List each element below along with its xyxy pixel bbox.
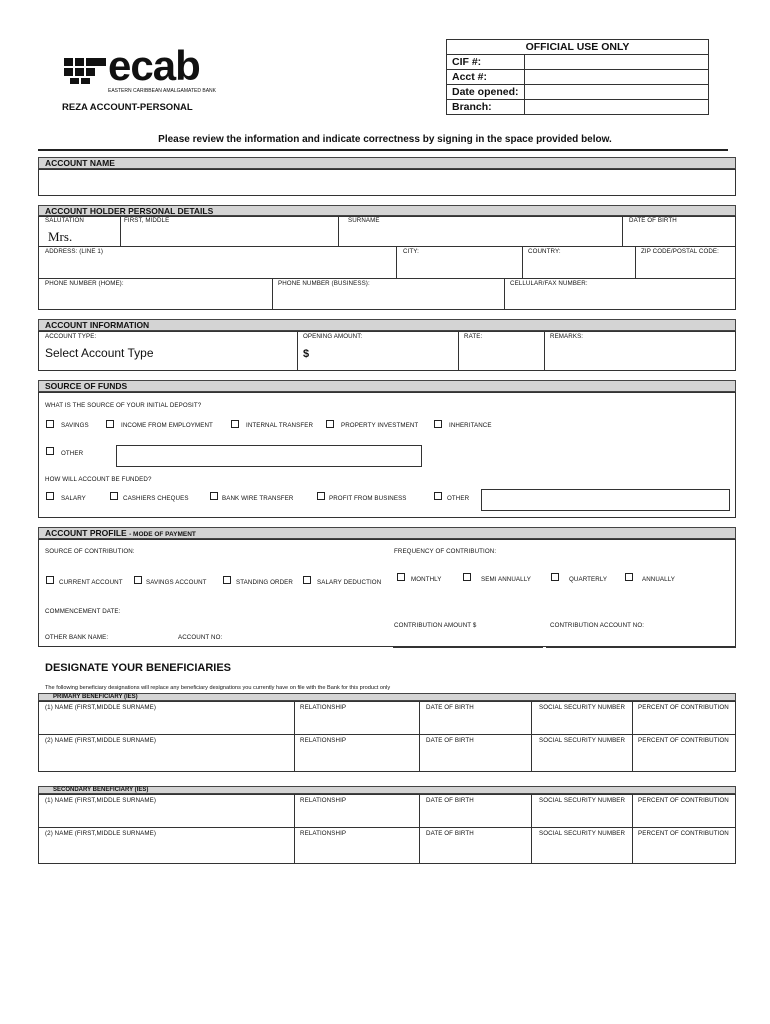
account-name-field[interactable] (38, 169, 736, 196)
phone-home-label: PHONE NUMBER (HOME): (45, 280, 124, 287)
property-investment-checkbox[interactable] (326, 420, 334, 428)
secondary-row1-percent-label: PERCENT OF CONTRIBUTION (638, 797, 729, 804)
divider (546, 647, 736, 648)
beneficiaries-note: The following beneficiary designations will replace any beneficiary designations you currently have on file with the Bank for this product only (45, 685, 391, 691)
internal-transfer-checkbox[interactable] (231, 420, 239, 428)
standing-order-checkbox[interactable] (223, 576, 231, 584)
account-profile-block (38, 539, 736, 647)
salutation-value[interactable]: Mrs. (48, 229, 73, 244)
monthly-checkbox[interactable] (397, 573, 405, 581)
bank-logo (62, 42, 232, 98)
primary-row1-dob-label: DATE OF BIRTH (426, 704, 474, 711)
other-funding-label: OTHER (447, 495, 470, 502)
other-deposit-input[interactable] (116, 445, 422, 467)
property-investment-label: PROPERTY INVESTMENT (341, 422, 419, 429)
logo-tagline: EASTERN CARIBBEAN AMALGAMATED BANK (108, 88, 216, 94)
salary-label: SALARY (61, 495, 86, 502)
secondary-row1-ssn-label: SOCIAL SECURITY NUMBER (539, 797, 626, 804)
branch-label: Branch: (447, 100, 525, 115)
cellular-label: CELLULAR/FAX NUMBER: (510, 280, 588, 287)
zip-label: ZIP CODE/POSTAL CODE: (641, 248, 719, 255)
account-name-header: ACCOUNT NAME (38, 157, 736, 169)
other-deposit-label: OTHER (61, 450, 84, 457)
commencement-date-label: COMMENCEMENT DATE: (45, 608, 121, 615)
opening-amount-value[interactable]: $ (303, 348, 310, 360)
frequency-contribution-label: FREQUENCY OF CONTRIBUTION: (394, 548, 497, 555)
phone-business-label: PHONE NUMBER (BUSINESS): (278, 280, 370, 287)
inheritance-label: INHERITANCE (449, 422, 492, 429)
secondary-row2-ssn-label: SOCIAL SECURITY NUMBER (539, 830, 626, 837)
primary-row2-name-label: (2) NAME (FIRST,MIDDLE SURNAME) (45, 737, 157, 744)
opening-amount-label: OPENING AMOUNT: (303, 333, 363, 340)
dob-label: DATE OF BIRTH (629, 217, 677, 224)
source-funds-header: SOURCE OF FUNDS (38, 380, 736, 392)
divider (419, 701, 420, 772)
quarterly-checkbox[interactable] (551, 573, 559, 581)
primary-row2-dob-label: DATE OF BIRTH (426, 737, 474, 744)
salutation-label: SALUTATION (45, 217, 84, 224)
income-employment-checkbox[interactable] (106, 420, 114, 428)
internal-transfer-label: INTERNAL TRANSFER (246, 422, 314, 429)
divider (294, 701, 295, 772)
inheritance-checkbox[interactable] (434, 420, 442, 428)
official-use-title: OFFICIAL USE ONLY (447, 40, 709, 55)
divider (632, 701, 633, 772)
cashiers-cheques-label: CASHIERS CHEQUES (123, 495, 189, 502)
divider (393, 647, 543, 648)
divider (396, 246, 397, 278)
surname-label: SURNAME (348, 217, 380, 224)
account-info-header: ACCOUNT INFORMATION (38, 319, 736, 331)
primary-row2-relationship-label: RELATIONSHIP (300, 737, 347, 744)
secondary-row1-dob-label: DATE OF BIRTH (426, 797, 474, 804)
city-label: CITY: (403, 248, 419, 255)
primary-row1-percent-label: PERCENT OF CONTRIBUTION (638, 704, 729, 711)
annually-checkbox[interactable] (625, 573, 633, 581)
divider (622, 216, 623, 246)
date-opened-label: Date opened: (447, 85, 525, 100)
profit-business-checkbox[interactable] (317, 492, 325, 500)
country-label: COUNTRY: (528, 248, 561, 255)
address-label: ADDRESS: (LINE 1) (45, 248, 104, 255)
savings-option-label: SAVINGS (61, 422, 89, 429)
divider (38, 278, 736, 279)
cif-label: CIF #: (447, 55, 525, 70)
official-use-table (446, 39, 709, 115)
secondary-row2-percent-label: PERCENT OF CONTRIBUTION (638, 830, 729, 837)
primary-row2-ssn-label: SOCIAL SECURITY NUMBER (539, 737, 626, 744)
branch-field[interactable] (525, 100, 709, 115)
savings-checkbox[interactable] (46, 420, 54, 428)
other-deposit-checkbox[interactable] (46, 447, 54, 455)
account-type-select[interactable]: Select Account Type (45, 346, 154, 360)
primary-beneficiary-header: PRIMARY BENEFICIARY (IES) (38, 693, 736, 701)
standing-order-label: STANDING ORDER (236, 579, 293, 586)
bank-wire-checkbox[interactable] (210, 492, 218, 500)
divider (120, 216, 121, 246)
semi-annually-checkbox[interactable] (463, 573, 471, 581)
monthly-label: MONTHLY (411, 576, 442, 583)
other-funding-checkbox[interactable] (434, 492, 442, 500)
quarterly-label: QUARTERLY (569, 576, 608, 583)
secondary-row2-name-label: (2) NAME (FIRST,MIDDLE SURNAME) (45, 830, 157, 837)
instruction-text: Please review the information and indicate correctness by signing in the space provided below. (158, 134, 612, 145)
current-account-label: CURRENT ACCOUNT (59, 579, 123, 586)
other-bank-name-label: OTHER BANK NAME: (45, 634, 109, 641)
secondary-row1-name-label: (1) NAME (FIRST,MIDDLE SURNAME) (45, 797, 157, 804)
primary-row1-name-label: (1) NAME (FIRST,MIDDLE SURNAME) (45, 704, 157, 711)
funding-question: HOW WILL ACCOUNT BE FUNDED? (45, 476, 152, 483)
logo-wordmark: ecab (108, 42, 200, 89)
cif-field[interactable] (525, 55, 709, 70)
deposit-question: WHAT IS THE SOURCE OF YOUR INITIAL DEPOSIT? (45, 402, 202, 409)
primary-row2-percent-label: PERCENT OF CONTRIBUTION (638, 737, 729, 744)
current-account-checkbox[interactable] (46, 576, 54, 584)
secondary-row2-dob-label: DATE OF BIRTH (426, 830, 474, 837)
salary-deduction-label: SALARY DEDUCTION (317, 579, 382, 586)
divider (38, 246, 736, 247)
salary-checkbox[interactable] (46, 492, 54, 500)
form-title: REZA ACCOUNT-PERSONAL (62, 102, 193, 113)
divider (338, 216, 339, 246)
account-no-label: ACCOUNT NO: (178, 634, 223, 641)
savings-account-checkbox[interactable] (134, 576, 142, 584)
primary-row1-ssn-label: SOCIAL SECURITY NUMBER (539, 704, 626, 711)
divider (531, 701, 532, 772)
divider (632, 794, 633, 864)
date-opened-field[interactable] (525, 85, 709, 100)
divider (297, 331, 298, 371)
divider (522, 246, 523, 278)
divider (504, 278, 505, 310)
divider (635, 246, 636, 278)
annually-label: ANNUALLY (642, 576, 676, 583)
profit-business-label: PROFIT FROM BUSINESS (329, 495, 407, 502)
divider (272, 278, 273, 310)
contribution-amount-label: CONTRIBUTION AMOUNT $ (394, 622, 477, 629)
divider (294, 794, 295, 864)
secondary-row1-relationship-label: RELATIONSHIP (300, 797, 347, 804)
cashiers-cheques-checkbox[interactable] (110, 492, 118, 500)
acct-field[interactable] (525, 70, 709, 85)
account-profile-title: ACCOUNT PROFILE (45, 528, 127, 538)
salary-deduction-checkbox[interactable] (303, 576, 311, 584)
primary-row1-relationship-label: RELATIONSHIP (300, 704, 347, 711)
account-profile-header (38, 527, 736, 539)
account-type-label: ACCOUNT TYPE: (45, 333, 97, 340)
divider (544, 331, 545, 371)
divider (531, 794, 532, 864)
contribution-account-label: CONTRIBUTION ACCOUNT NO: (550, 622, 645, 629)
other-funding-input[interactable] (481, 489, 730, 511)
divider (458, 331, 459, 371)
source-contribution-label: SOURCE OF CONTRIBUTION: (45, 548, 135, 555)
semi-annually-label: SEMI ANNUALLY (481, 576, 532, 583)
remarks-label: REMARKS: (550, 333, 584, 340)
personal-details-header: ACCOUNT HOLDER PERSONAL DETAILS (38, 205, 736, 216)
acct-label: Acct #: (447, 70, 525, 85)
bank-wire-label: BANK WIRE TRANSFER (222, 495, 294, 502)
account-profile-subtitle: - MODE OF PAYMENT (129, 531, 196, 538)
savings-account-label: SAVINGS ACCOUNT (146, 579, 207, 586)
secondary-row2-relationship-label: RELATIONSHIP (300, 830, 347, 837)
rate-label: RATE: (464, 333, 483, 340)
income-employment-label: INCOME FROM EMPLOYMENT (121, 422, 213, 429)
first-middle-label: FIRST, MIDDLE (124, 217, 170, 224)
beneficiaries-title: DESIGNATE YOUR BENEFICIARIES (45, 662, 232, 674)
secondary-beneficiary-header: SECONDARY BENEFICIARY (IES) (38, 786, 736, 794)
divider (419, 794, 420, 864)
divider (38, 149, 728, 151)
personal-details-block (38, 216, 736, 310)
logo-mark-icon (62, 56, 110, 86)
